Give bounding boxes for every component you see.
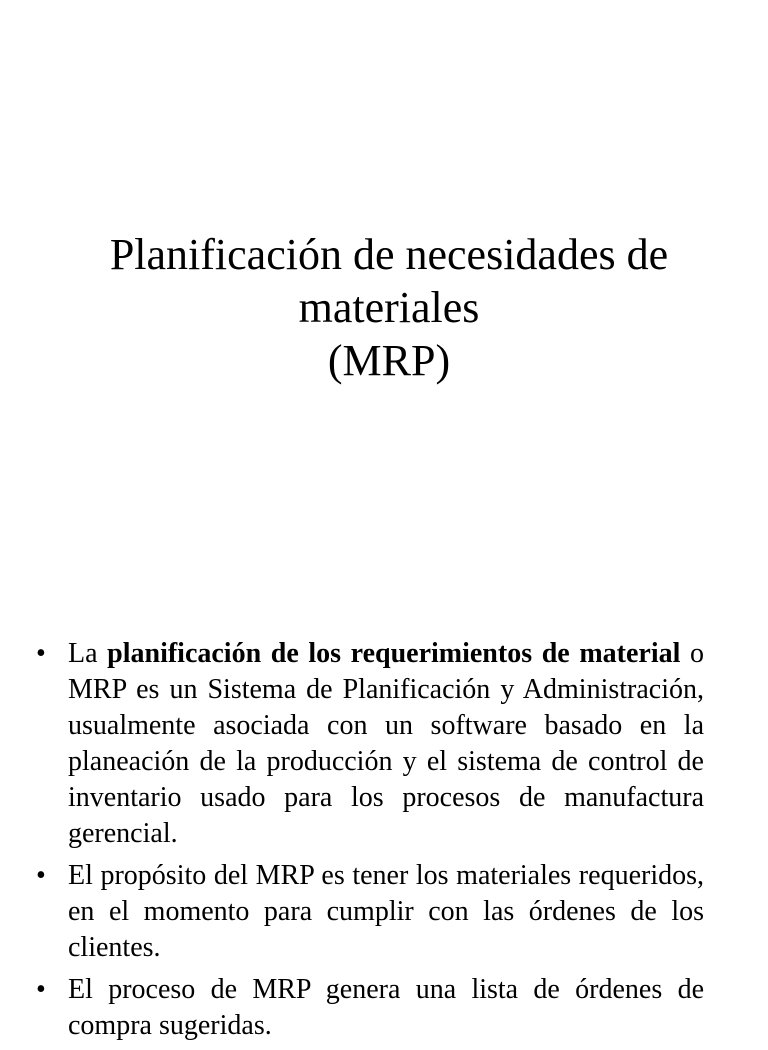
slide-title [40, 228, 738, 387]
title-line-2: materiales [298, 283, 480, 332]
bullet-item [36, 972, 704, 1044]
bullet-lead-text: La [68, 638, 98, 669]
bullet-body-text: El propósito del MRP es tener los materiales requeridos, en el momento para cumplir con las órdenes de los clientes. [68, 860, 704, 963]
bullet-bold-term: planificación de los requerimientos de material [107, 638, 681, 669]
bullet-list [36, 636, 704, 1050]
bullet-dot-icon: • [36, 974, 46, 1005]
bullet-item [36, 858, 704, 966]
title-line-1: Planificación de necesidades de [109, 230, 669, 279]
bullet-item [36, 636, 704, 852]
bullet-body-text: o MRP es un Sistema de Planificación y Administración, usualmente asociada con un software basado en la planeación de la producción y el sistema de control de inventario usado para los procesos de manufactura gerencial. [68, 638, 704, 849]
bullet-body-text: El proceso de MRP genera una lista de órdenes de compra sugeridas. [68, 974, 704, 1041]
bullet-dot-icon: • [36, 860, 46, 891]
title-line-3: (MRP) [327, 336, 451, 385]
bullet-dot-icon: • [36, 638, 46, 669]
